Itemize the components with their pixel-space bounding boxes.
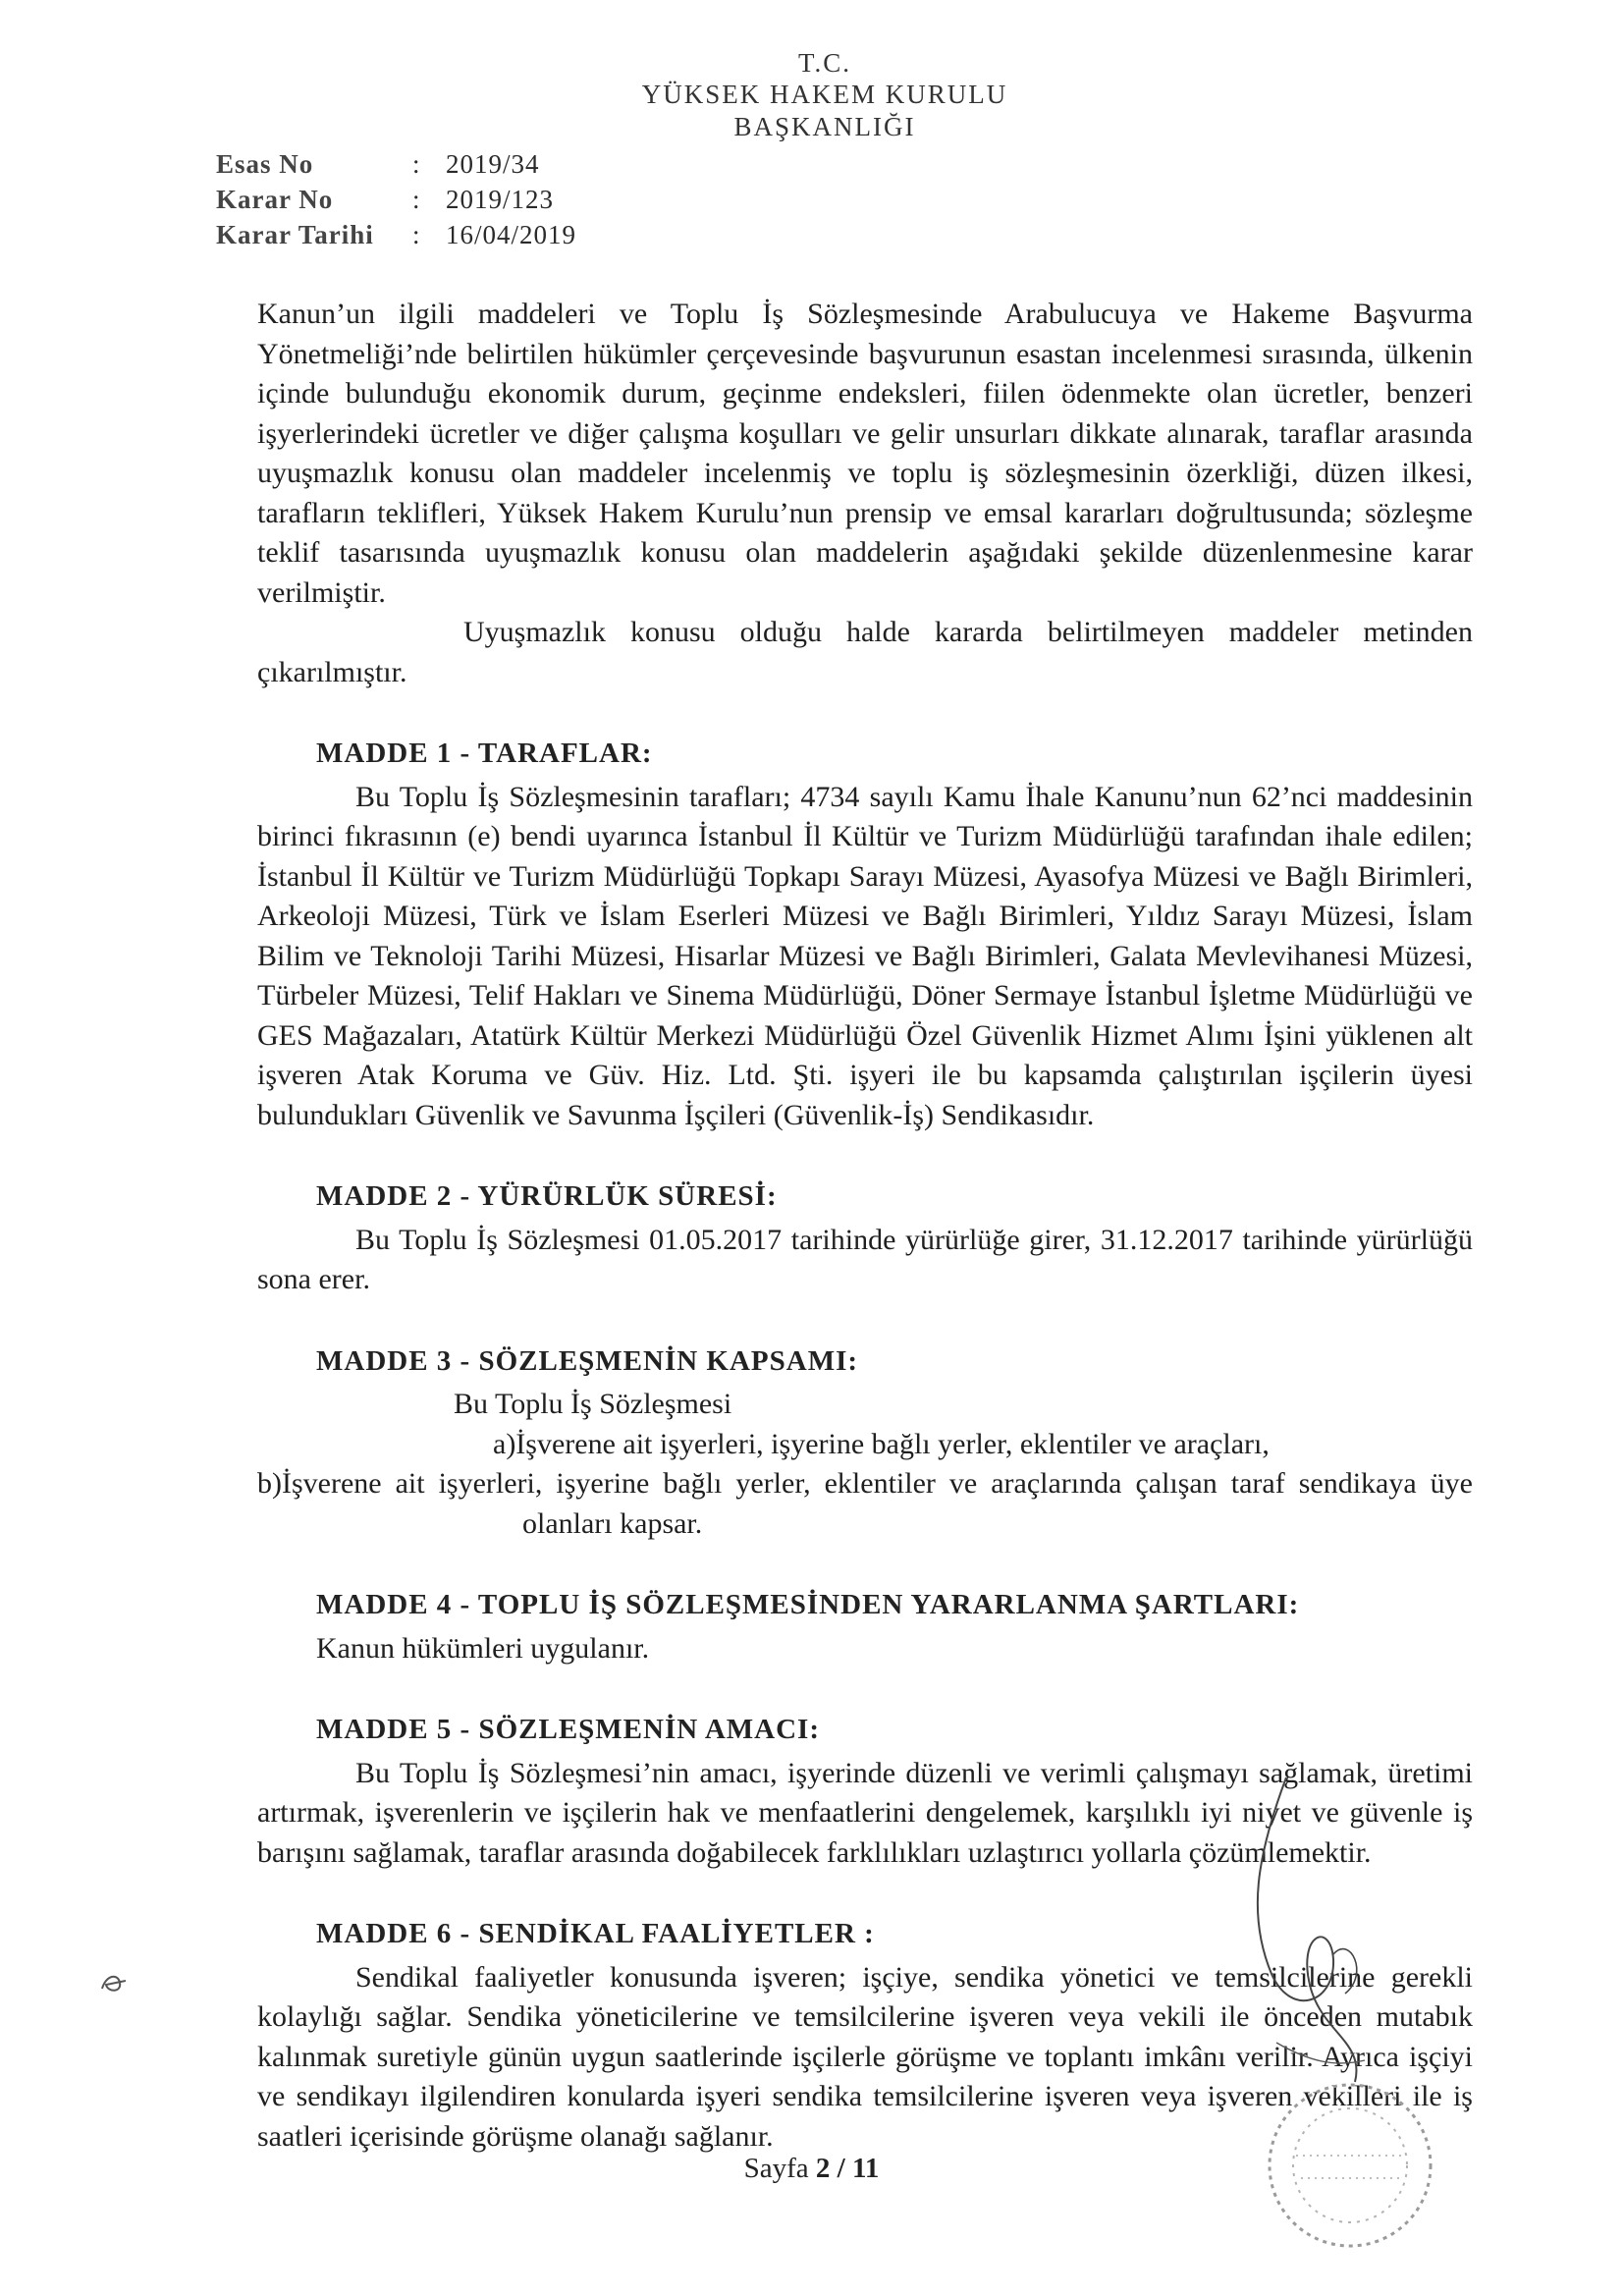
article-body: Sendikal faaliyetler konusunda işveren; işçiye, sendika yönetici ve temsilcilerine gerekli kolaylığı sağlar. Sendika yöneticilerine ve temsilcilerine işveren veya vekili ile önceden mutabık kalınmak suretiyle günün uygun saatlerinde işçilerle görüşme ve toplantı imkânı verilir. Ayrıca işçiyi ve sendikayı ilgilendiren konularda işyeri sendika temsilcilerine işveren veya işveren vekilleri ile iş saatleri içerisinde görüşme olanağı sağlanır. bbox=[257, 1960, 1473, 2153]
article-title: MADDE 5 - SÖZLEŞMENİN AMACI: bbox=[316, 1714, 820, 1745]
article-4 bbox=[257, 1585, 1473, 1668]
page-number-value: 2 / 11 bbox=[815, 2153, 880, 2184]
article-title: MADDE 1 - TARAFLAR: bbox=[316, 738, 653, 769]
meta-separator: : bbox=[412, 149, 420, 179]
meta-label: Karar Tarihi bbox=[216, 219, 374, 249]
page-number-label: Sayfa bbox=[743, 2153, 809, 2184]
article-5 bbox=[257, 1710, 1473, 1873]
meta-value: 2019/34 bbox=[446, 149, 540, 179]
article-3 bbox=[257, 1341, 1473, 1545]
article-intro: Bu Toplu İş Sözleşmesi bbox=[454, 1388, 732, 1420]
margin-mark bbox=[96, 1967, 130, 1996]
article-6 bbox=[257, 1914, 1473, 2157]
article-title: MADDE 6 - SENDİKAL FAALİYETLER : bbox=[316, 1918, 875, 1949]
article-2 bbox=[257, 1176, 1473, 1300]
meta-separator: : bbox=[412, 184, 420, 214]
header-line-institution: YÜKSEK HAKEM KURULU bbox=[641, 80, 1008, 110]
article-title: MADDE 4 - TOPLU İŞ SÖZLEŞMESİNDEN YARARLANMA ŞARTLARI: bbox=[316, 1589, 1300, 1620]
institution-header bbox=[609, 47, 1041, 142]
meta-value: 2019/123 bbox=[446, 184, 555, 214]
meta-separator: : bbox=[412, 219, 420, 249]
meta-label: Karar No bbox=[216, 184, 334, 214]
decision-body bbox=[257, 295, 1473, 2157]
article-title: MADDE 3 - SÖZLEŞMENİN KAPSAMI: bbox=[316, 1344, 859, 1377]
article-item-a: a)İşverene ait işyerleri, işyerine bağlı yerler, eklentiler ve araçları, bbox=[493, 1427, 1270, 1460]
meta-row-karar bbox=[216, 183, 576, 218]
article-item-b: b)İşverene ait işyerleri, işyerine bağlı yerler, eklentiler ve araçlarında çalışan taraf sendikaya üye olanları kapsar. bbox=[257, 1467, 1473, 1540]
meta-value: 16/04/2019 bbox=[446, 219, 577, 249]
article-title: MADDE 2 - YÜRÜRLÜK SÜRESİ: bbox=[316, 1180, 778, 1212]
article-1 bbox=[257, 734, 1473, 1135]
meta-label: Esas No bbox=[216, 149, 314, 179]
header-line-tc: T.C. bbox=[798, 48, 851, 78]
meta-row-tarih bbox=[216, 218, 576, 253]
intro-paragraph: Kanun’un ilgili maddeleri ve Toplu İş Sözleşmesinde Arabulucuya ve Hakeme Başvurma Yönetmeliği’nde belirtilen hükümler çerçevesinde başvurunun esastan incelenmesi sırasında, ülkenin içinde bulunduğu ekonomik durum, geçinme endeksleri, fiilen ödenmekte olan ücretler, benzeri işyerlerindeki ücretler ve diğer çalışma koşulları ve gelir unsurları dikkate alınarak, taraflar arasında uyuşmazlık konusu olan maddeler incelenmiş ve toplu iş sözleşmesinin özerkliği, düzen ilkesi, tarafların teklifleri, Yüksek Hakem Kurulu’nun prensip ve emsal kararları doğrultusunda; sözleşme teklif tasarısında uyuşmazlık konusu olan maddelerin aşağıdaki şekilde düzenlenmesine karar verilmiştir. bbox=[257, 298, 1473, 609]
case-metadata bbox=[216, 147, 576, 253]
article-body: Bu Toplu İş Sözleşmesinin tarafları; 4734 sayılı Kamu İhale Kanunu’nun 62’nci maddesinin birinci fıkrasının (e) bendi uyarınca İstanbul İl Kültür ve Turizm Müdürlüğü tarafından ihale edilen; İstanbul İl Kültür ve Turizm Müdürlüğü Topkapı Sarayı Müzesi, Ayasofya Müzesi ve Bağlı Birimleri, Arkeoloji Müzesi, Türk ve İslam Eserleri Müzesi ve Bağlı Birimleri, Yıldız Sarayı Müzesi, İslam Bilim ve Teknoloji Tarihi Müzesi, Hisarlar Müzesi ve Bağlı Birimleri, Galata Mevlevihanesi Müzesi, Türbeler Müzesi, Telif Hakları ve Sinema Müdürlüğü, Döner Sermaye İstanbul İşletme Müdürlüğü ve GES Mağazaları, Atatürk Kültür Merkezi Müdürlüğü Özel Güvenlik Hizmet Alımı İşini yüklenen alt işveren Atak Koruma ve Güv. Hiz. Ltd. Şti. işyeri ile bu kapsamda çalıştırılan işçilerin üyesi bulundukları Güvenlik ve Savunma İşçileri (Güvenlik-İş) Sendikasıdır. bbox=[257, 780, 1473, 1131]
article-body: Bu Toplu İş Sözleşmesi 01.05.2017 tarihinde yürürlüğe girer, 31.12.2017 tarihinde yürürlüğü sona erer. bbox=[257, 1223, 1473, 1295]
article-body: Bu Toplu İş Sözleşmesi’nin amacı, işyerinde düzenli ve verimli çalışmayı sağlamak, üretimi artırmak, işverenlerin ve işçilerin hak ve menfaatlerini dengelemek, karşılıklı iyi niyet ve güvenle iş barışını sağlamak, taraflar arasında doğabilecek farklılıkları uzlaştırıcı yollarla çözümlemektir. bbox=[257, 1756, 1473, 1869]
meta-row-esas bbox=[216, 147, 576, 183]
intro-note: Uyuşmazlık konusu olduğu halde kararda belirtilmeyen maddeler metinden çıkarılmıştır. bbox=[257, 616, 1473, 688]
header-line-office: BAŞKANLIĞI bbox=[733, 111, 916, 141]
page-number bbox=[0, 2153, 1623, 2185]
article-body: Kanun hükümleri uygulanır. bbox=[316, 1631, 650, 1665]
